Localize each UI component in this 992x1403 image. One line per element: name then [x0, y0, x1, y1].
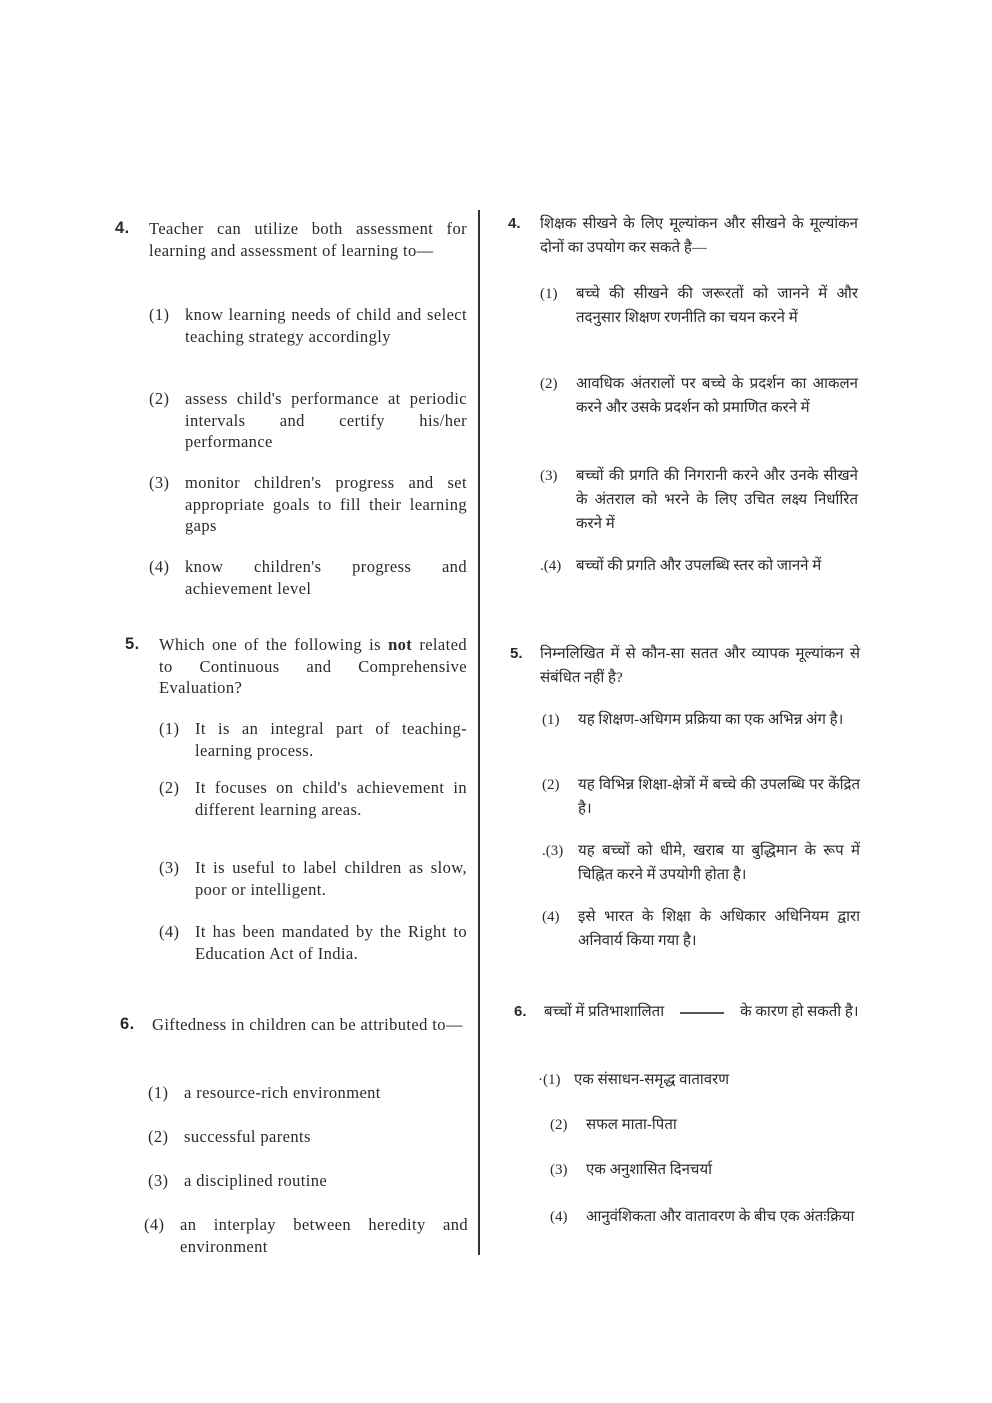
- option-text: know children's progress and achievement level: [185, 557, 467, 598]
- option-label: (2): [550, 1117, 568, 1133]
- question-stem: शिक्षक सीखने के लिए मूल्यांकन और सीखने के मूल्यांकन दोनों का उपयोग कर सकते है—: [540, 216, 858, 256]
- question-5-english: [125, 634, 467, 974]
- option-label: ·(1): [538, 1072, 561, 1088]
- option-3[interactable]: [542, 839, 860, 887]
- option-1[interactable]: [159, 718, 467, 761]
- option-text: आवधिक अंतरालों पर बच्चे के प्रदर्शन का आकलन करने और उसके प्रदर्शन को प्रमाणित करने में: [576, 376, 858, 416]
- option-label: (1): [148, 1083, 169, 1102]
- option-4[interactable]: [550, 1205, 880, 1229]
- option-4[interactable]: [540, 554, 858, 578]
- option-text: सफल माता-पिता: [586, 1117, 677, 1133]
- option-text: एक संसाधन-समृद्ध वातावरण: [574, 1072, 730, 1088]
- option-text: assess child's performance at periodic intervals and certify his/her performance: [185, 389, 467, 451]
- option-label: (4): [550, 1209, 568, 1225]
- option-text: know learning needs of child and select teaching strategy accordingly: [185, 305, 467, 346]
- option-label: (3): [148, 1171, 169, 1190]
- question-number: 5.: [125, 635, 140, 653]
- option-label: (4): [159, 922, 180, 941]
- option-label: (4): [144, 1215, 165, 1234]
- question-stem: निम्नलिखित में से कौन-सा सतत और व्यापक मूल्यांकन से संबंधित नहीं है?: [540, 646, 860, 686]
- option-label: .(3): [542, 843, 564, 859]
- question-number: 4.: [115, 219, 130, 237]
- option-text: It focuses on child's achievement in different learning areas.: [195, 778, 467, 819]
- stem-text: Which one of the following is: [159, 635, 381, 654]
- option-text: बच्चे की सीखने की जरूरतों को जानने में और तदनुसार शिक्षण रणनीति का चयन करने में: [576, 286, 858, 326]
- option-label: (2): [542, 777, 560, 793]
- option-text: successful parents: [184, 1127, 311, 1146]
- question-number: 6.: [120, 1015, 135, 1033]
- option-label: (1): [542, 712, 560, 728]
- option-text: एक अनुशासित दिनचर्या: [586, 1162, 713, 1178]
- stem-text: के कारण हो सकती है।: [740, 1004, 859, 1020]
- option-label: (1): [540, 286, 558, 302]
- option-1[interactable]: [148, 1082, 466, 1104]
- question-stem: Teacher can utilize both assessment for learning and assessment of learning to—: [149, 219, 467, 260]
- question-6-hindi: [514, 1000, 864, 1260]
- option-4[interactable]: [144, 1214, 468, 1257]
- option-3[interactable]: [148, 1170, 466, 1192]
- option-4[interactable]: [149, 556, 467, 599]
- fill-in-blank: [680, 1012, 724, 1014]
- option-2[interactable]: [550, 1113, 868, 1137]
- option-text: It has been mandated by the Right to Education Act of India.: [195, 922, 467, 963]
- option-4[interactable]: [159, 921, 467, 964]
- option-text: यह बच्चों को धीमे, खराब या बुद्धिमान के रूप में चिह्नित करने में उपयोगी होता है।: [578, 843, 860, 883]
- option-text: बच्चों की प्रगति की निगरानी करने और उनके सीखने के अंतराल को भरने के लिए उचित लक्ष्य निर्धारित करने में: [576, 468, 858, 532]
- option-4[interactable]: [542, 905, 860, 953]
- option-text: यह शिक्षण-अधिगम प्रक्रिया का एक अभिन्न अंग है।: [578, 712, 844, 728]
- option-text: an interplay between heredity and environment: [180, 1215, 468, 1256]
- option-2[interactable]: [148, 1126, 466, 1148]
- option-1[interactable]: [149, 304, 467, 347]
- stem-text: बच्चों में प्रतिभाशालिता: [544, 1004, 665, 1020]
- option-1[interactable]: [538, 1068, 856, 1092]
- stem-emphasis: not: [388, 635, 413, 654]
- option-label: (2): [540, 376, 558, 392]
- option-2[interactable]: [159, 777, 467, 820]
- option-text: यह विभिन्न शिक्षा-क्षेत्रों में बच्चे की उपलब्धि पर केंद्रित है।: [578, 777, 860, 817]
- column-divider: [478, 210, 480, 1255]
- option-label: .(4): [540, 558, 562, 574]
- option-3[interactable]: [550, 1158, 868, 1182]
- option-label: (1): [149, 305, 170, 324]
- option-3[interactable]: [540, 464, 858, 536]
- option-text: It is an integral part of teaching-learning process.: [195, 719, 467, 760]
- option-label: (3): [540, 468, 558, 484]
- option-label: (2): [159, 778, 180, 797]
- option-label: (4): [542, 909, 560, 925]
- option-text: It is useful to label children as slow, poor or intelligent.: [195, 858, 467, 899]
- question-4-hindi: [508, 212, 858, 612]
- option-3[interactable]: [149, 472, 467, 537]
- option-2[interactable]: [149, 388, 467, 453]
- option-label: (2): [148, 1127, 169, 1146]
- question-5-hindi: [510, 642, 860, 962]
- option-text: बच्चों की प्रगति और उपलब्धि स्तर को जानने में: [576, 558, 822, 574]
- option-text: आनुवंशिकता और वातावरण के बीच एक अंतःक्रिया: [586, 1209, 855, 1225]
- question-4-english: [115, 218, 467, 618]
- option-1[interactable]: [540, 282, 858, 330]
- option-3[interactable]: [159, 857, 467, 900]
- option-label: (3): [159, 858, 180, 877]
- option-text: इसे भारत के शिक्षा के अधिकार अधिनियम द्वारा अनिवार्य किया गया है।: [578, 909, 860, 949]
- option-label: (4): [149, 557, 170, 576]
- option-text: a resource-rich environment: [184, 1083, 381, 1102]
- stem-text: related to Continuous and Comprehensive Evaluation?: [159, 635, 467, 697]
- question-stem: [159, 634, 467, 699]
- option-2[interactable]: [542, 773, 860, 821]
- option-text: a disciplined routine: [184, 1171, 328, 1190]
- option-label: (2): [149, 389, 170, 408]
- option-2[interactable]: [540, 372, 858, 420]
- question-number: 6.: [514, 1003, 527, 1020]
- question-stem: Giftedness in children can be attributed to—: [152, 1015, 463, 1034]
- option-1[interactable]: [542, 708, 860, 732]
- question-6-english: [120, 1014, 468, 1264]
- question-number: 5.: [510, 645, 523, 662]
- question-stem: [544, 1000, 864, 1024]
- option-text: monitor children's progress and set appropriate goals to fill their learning gaps: [185, 473, 467, 535]
- question-number: 4.: [508, 215, 521, 232]
- option-label: (3): [149, 473, 170, 492]
- option-label: (1): [159, 719, 180, 738]
- option-label: (3): [550, 1162, 568, 1178]
